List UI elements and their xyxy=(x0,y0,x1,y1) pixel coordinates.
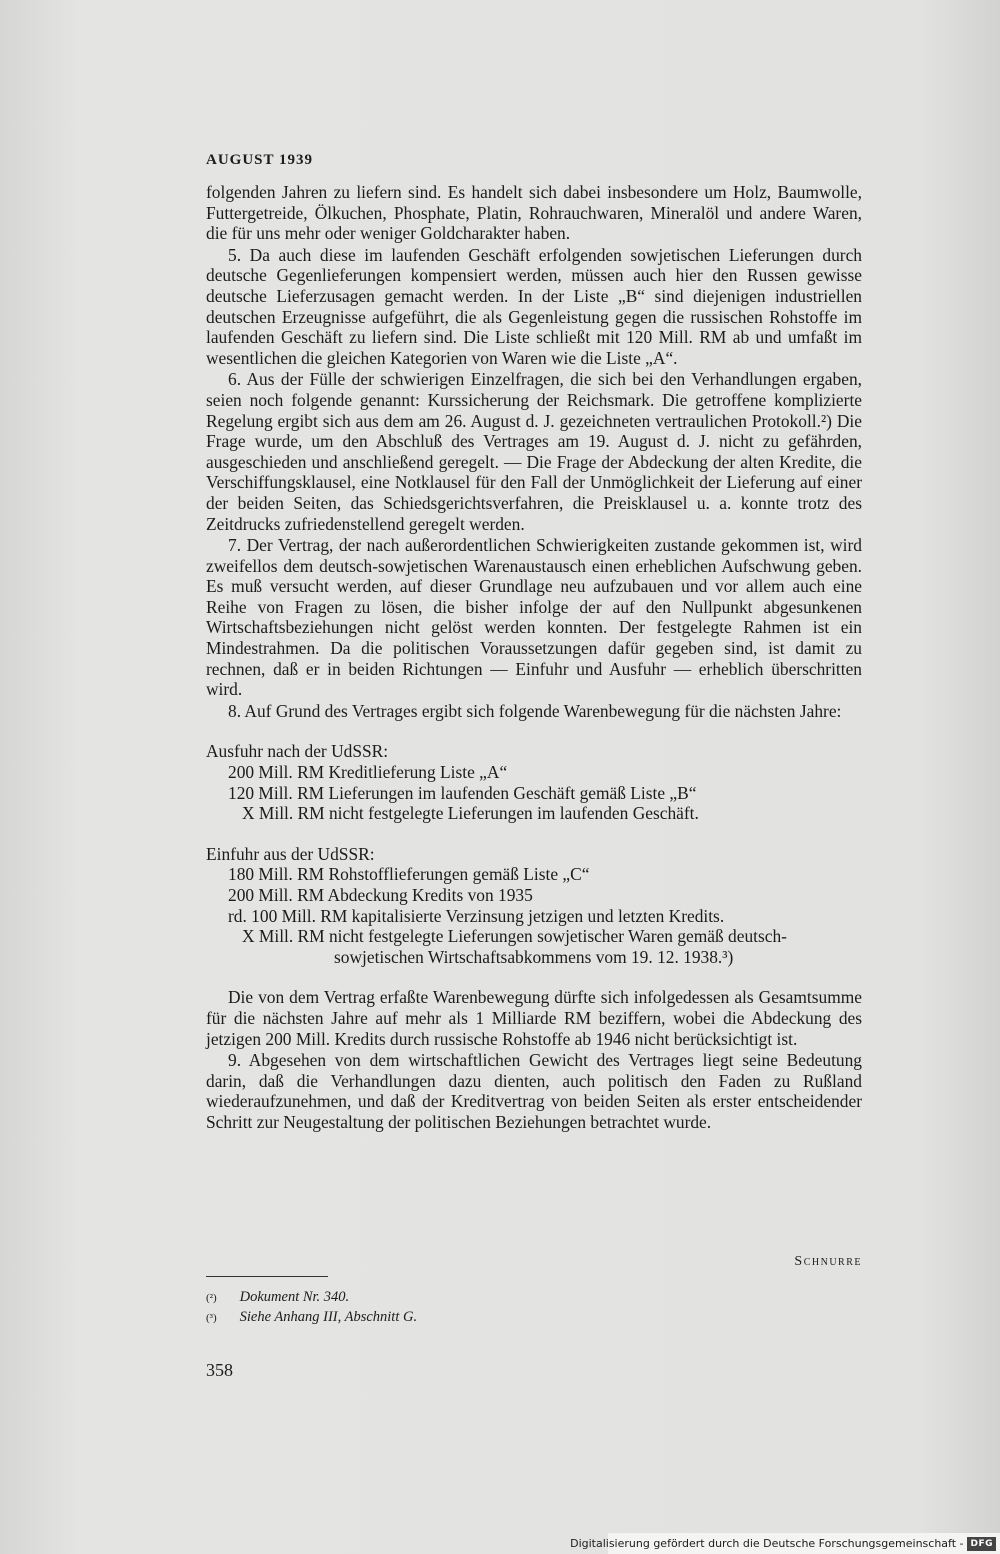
export-list-heading: Ausfuhr nach der UdSSR: xyxy=(206,741,389,762)
paragraph-6: 6. Aus der Fülle der schwierigen Einzelfragen, die sich bei den Verhandlungen ergaben, seien noch folgende genannt: Kurssicherung der Reichsmark. Die getroffene komplizierte Regelung ergibt sich aus dem am 26. August d. J. gezeichneten vertraulichen Protokoll.²) Die Frage wurde, um den Abschluß des Vertrages am 19. August d. J. nicht zu gefährden, ausgeschieden und anschließend geregelt. — Die Frage der Abdeckung der alten Kredite, die Verschiffungsklausel, eine Notklausel für den Fall der Unmöglichkeit der Lieferung auf einer der beiden Seiten, das Schiedsgerichtsverfahren, die Preisklausel u. a. konnte trotz des Zeitdrucks zufriedenstellend geregelt werden. xyxy=(206,369,862,534)
export-list xyxy=(206,741,862,823)
export-list-item: X Mill. RM nicht festgelegte Lieferungen im laufenden Geschäft. xyxy=(242,803,699,824)
footnote-mark: (³) xyxy=(206,1312,217,1324)
footnote xyxy=(206,1308,417,1328)
import-list-item-continuation: sowjetischen Wirtschaftsabkommens vom 19. 12. 1938.³) xyxy=(334,946,734,967)
footnote xyxy=(206,1288,417,1308)
import-list-item: 180 Mill. RM Rohstofflieferungen gemäß Liste „C“ xyxy=(228,864,590,885)
body-text xyxy=(206,182,862,1133)
signature: Schnurre xyxy=(794,1254,862,1269)
export-list-item: 200 Mill. RM Kreditlieferung Liste „A“ xyxy=(228,762,508,783)
paragraph-8: 8. Auf Grund des Vertrages ergibt sich folgende Warenbewegung für die nächsten Jahre: xyxy=(228,700,842,721)
paragraph-9: 9. Abgesehen von dem wirtschaftlichen Gewicht des Vertrages liegt seine Bedeutung darin, daß die Verhandlungen dazu dienten, auch politisch den Faden zu Rußland wiederaufzunehmen, und daß der Kreditvertrag von beiden Seiten als erster entscheidender Schritt zur Neugestaltung der politischen Beziehungen betrachtet wurde. xyxy=(206,1050,862,1132)
digitization-credit xyxy=(570,1533,1000,1554)
paragraph-continuation: folgenden Jahren zu liefern sind. Es handelt sich dabei insbesondere um Holz, Baumwolle, Futtergetreide, Ölkuchen, Phosphate, Platin, Rohrauchwaren, Mineralöl und andere Waren, die für uns mehr oder weniger Goldcharakter haben. xyxy=(206,182,862,244)
paragraph-summary: Die von dem Vertrag erfaßte Warenbewegung dürfte sich infolgedessen als Gesamtsumme für die nächsten Jahre auf mehr als 1 Milliarde RM beziffern, wobei die Abdeckung des jetzigen 200 Mill. Kredits durch russische Rohstoffe ab 1946 nicht berücksichtigt ist. xyxy=(206,987,862,1049)
spacer xyxy=(206,967,862,987)
import-list-item: rd. 100 Mill. RM kapitalisierte Verzinsung jetzigen und letzten Kredits. xyxy=(228,905,725,926)
footnotes xyxy=(206,1288,417,1328)
import-list-item: 200 Mill. RM Abdeckung Kredits von 1935 xyxy=(228,885,533,905)
footnote-text: Dokument Nr. 340. xyxy=(239,1289,350,1305)
export-list-item: 120 Mill. RM Lieferungen im laufenden Geschäft gemäß Liste „B“ xyxy=(228,782,697,803)
footnote-text: Siehe Anhang III, Abschnitt G. xyxy=(239,1309,418,1325)
import-list-item: X Mill. RM nicht festgelegte Lieferungen sowjetischer Waren gemäß deutsch- xyxy=(242,926,787,947)
page-number: 358 xyxy=(206,1360,233,1380)
running-head: AUGUST 1939 xyxy=(206,152,313,168)
footnote-mark: (²) xyxy=(206,1292,217,1304)
import-list xyxy=(206,844,862,968)
import-list-heading: Einfuhr aus der UdSSR: xyxy=(206,843,375,864)
footnote-divider xyxy=(206,1276,328,1277)
paragraph-7: 7. Der Vertrag, der nach außerordentlichen Schwierigkeiten zustande gekommen ist, wird zweifellos dem deutsch-sowjetischen Warenaustausch einen erheblichen Aufschwung geben. Es muß versucht werden, auf dieser Grundlage neu aufzubauen und vor allem auch eine Reihe von Fragen zu lösen, die bisher infolge der auf den Nullpunkt abgesunkenen Wirtschaftsbeziehungen nicht gelöst werden konnten. Der festgelegte Rahmen ist ein Mindestrahmen. Da die politischen Voraussetzungen dafür gegeben sind, ist damit zu rechnen, daß er in beiden Richtungen — Einfuhr und Ausfuhr — erheblich überschritten wird. xyxy=(206,535,862,700)
paragraph-5: 5. Da auch diese im laufenden Geschäft erfolgenden sowjetischen Lieferungen durch deutsche Gegenlieferungen kompensiert werden, müssen auch hier den Russen gewisse deutsche Lieferzusagen gemacht werden. In der Liste „B“ sind diejenigen industriellen deutschen Erzeugnisse aufgeführt, die als Gegenleistung gegen die russischen Rohstoffe im laufenden Geschäft zu liefern sind. Die Liste schließt mit 120 Mill. RM ab und umfaßt im wesentlichen die gleichen Kategorien von Waren wie die Liste „A“. xyxy=(206,244,862,368)
credit-text: Digitalisierung gefördert durch die Deutsche Forschungsgemeinschaft - xyxy=(570,1537,964,1550)
dfg-logo-icon: DFG xyxy=(967,1537,996,1551)
